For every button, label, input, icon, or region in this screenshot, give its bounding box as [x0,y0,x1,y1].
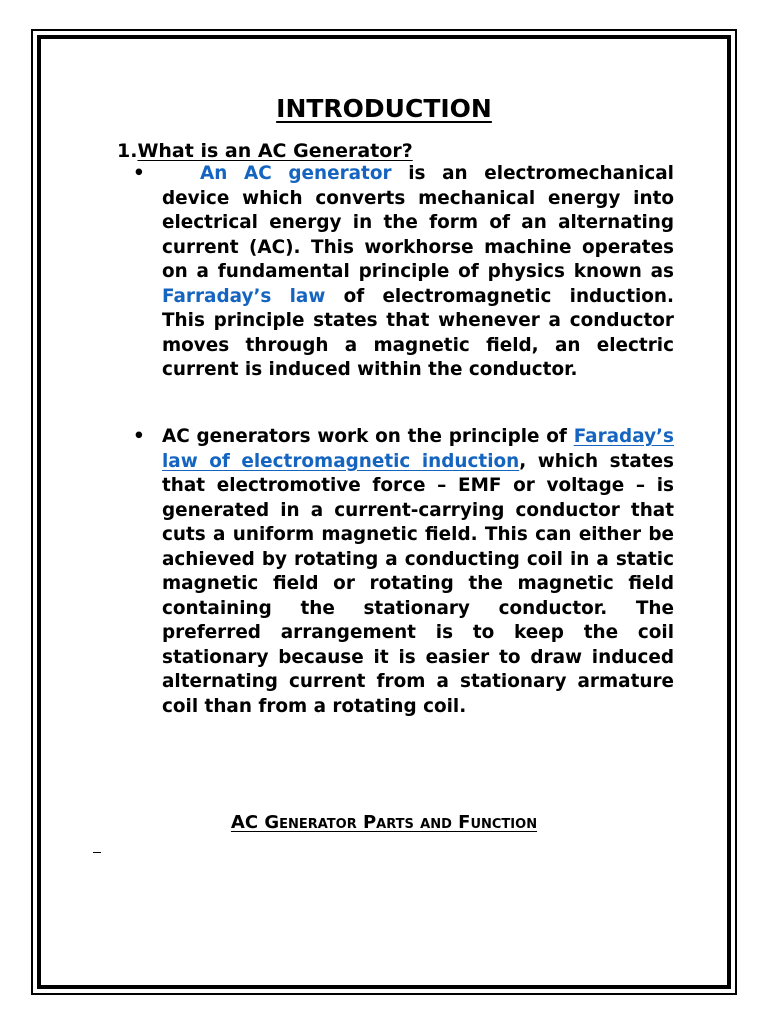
question-heading [117,138,413,164]
bullet1-text-b: of electromagnetic induction. This principle states that whenever a conductor moves through a magnetic field, an electric current is induced within the conductor. [162,285,675,380]
section-heading [0,811,768,835]
question-number: 1. [117,140,138,162]
bullet-marker-2: • [133,426,145,447]
faraday-law-link[interactable]: Faraday’s law of electromagnetic induction [162,426,674,472]
bullet1-text-a: is an electromechanical device which converts mechanical energy into electrical energy in the form of an alternating current (AC). This workhorse machine operates on a fundamental principle of physics known as [162,163,674,282]
bullet-marker-1: • [133,163,145,184]
bullet2-text-b: , which states that electromotive force – EMF or voltage – is generated in a current-carrying conductor that cuts a uniform magnetic field. This can either be achieved by rotating a conducting coil in a static magnetic field or rotating the magnetic field containing the stationary conductor. The preferred arrangement is to keep the coil stationary because it is easier to draw induced alternating current from a stationary armature coil than from a rotating coil. [162,450,675,717]
bullet-paragraph-1 [162,162,674,383]
section-heading-text: AC Generator Parts and Function [230,812,538,833]
bullet-paragraph-2 [162,425,674,719]
ac-generator-link[interactable]: An AC generator [200,163,392,184]
question-text: What is an AC Generator? [137,140,413,162]
page-title: INTRODUCTION [276,94,492,123]
dash-mark [93,852,101,853]
farraday-law-link[interactable]: Farraday’s law [162,285,326,307]
bullet2-text-a: AC generators work on the principle of [162,426,574,447]
